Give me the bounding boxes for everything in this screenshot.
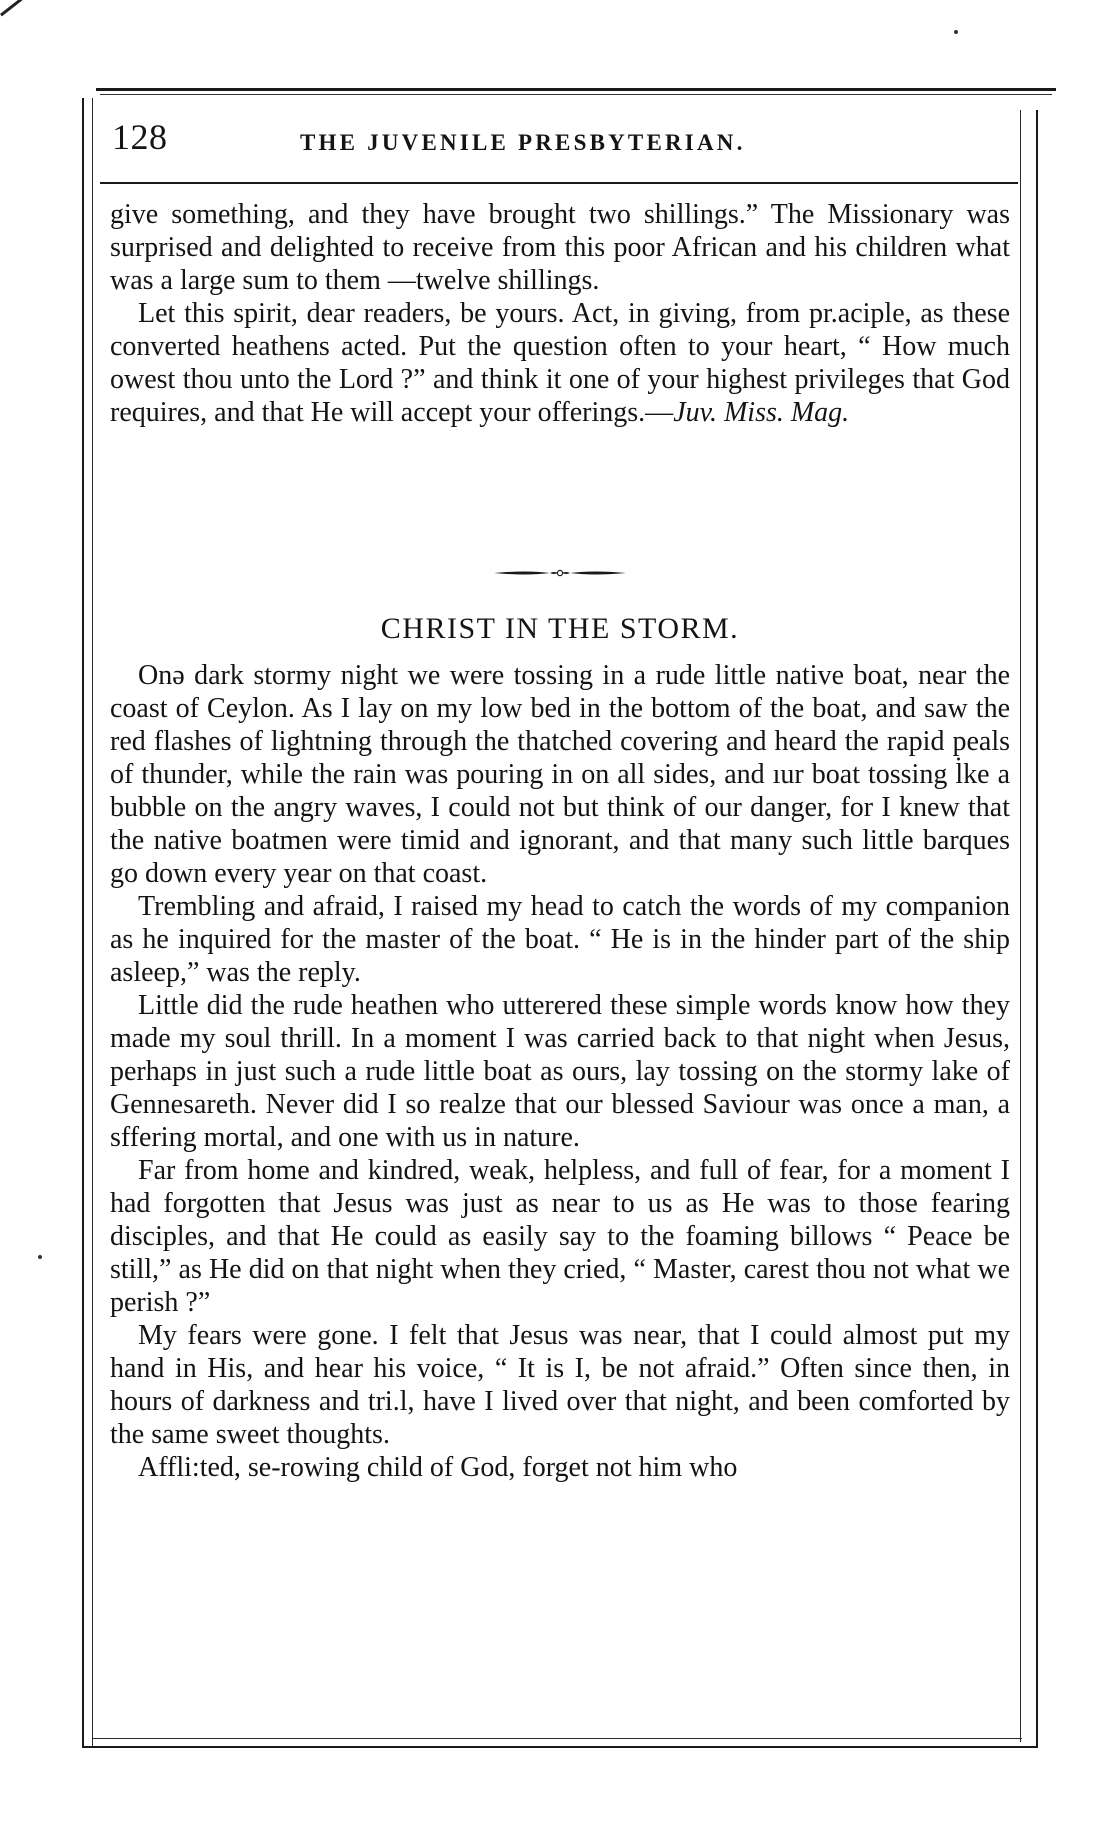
section-divider-ornament (492, 568, 628, 578)
article-paragraph: My fears were gone. I felt that Jesus was near, that I could almost put my hand in His, and hear his voice, “ It is I, be not afraid.” Often since then, in hours of darkness and tri.l, have I lived over that night, and been comforted by the same sweet thoughts. (110, 1320, 1010, 1450)
source-credit: Juv. Miss. Mag. (673, 397, 850, 428)
closing-paragraph-text: Let this spirit, dear readers, be yours. Act, in giving, from pr.aciple, as these converted heathens acted. Put the question often to your heart, “ How much owest thou unto the Lord ?” and think it one of your highest privileges that God requires, and that He will accept your offerings.— (110, 298, 1010, 428)
article-paragraph: Affli:ted, se-rowing child of God, forget not him who (138, 1452, 738, 1483)
page-frame-bottom (82, 1746, 1038, 1748)
article-paragraph: Little did the rude heathen who utterered these simple words know how they made my soul thrill. In a moment I was carried back to that night when Jesus, perhaps in just such a rude little boat as ours, lay tossing on the stormy lake of Gennesareth. Never did I so realze that our blessed Saviour was once a man, a sffering mortal, and one with us in nature. (110, 990, 1010, 1153)
ink-speck (38, 1255, 42, 1259)
previous-article-paragraph (110, 297, 1010, 429)
page-frame-top (96, 88, 1056, 91)
article-body (110, 659, 1010, 1484)
previous-article-paragraph: give something, and they have brought two shillings.” The Missionary was surprised and delighted to receive from this poor African and his children what was a large sum to them —twelve shillings. (110, 199, 1010, 296)
header-rule (100, 182, 1018, 184)
ink-speck (954, 30, 958, 34)
article-paragraph: Trembling and afraid, I raised my head to catch the words of my companion as he inquired for the master of the boat. “ He is in the hinder part of the ship asleep,” was the reply. (110, 891, 1010, 988)
page-frame-right (1036, 110, 1038, 1746)
article-paragraph: Onə dark stormy night we were tossing in a rude little native boat, near the coast of Ceylon. As I lay on my low bed in the bottom of the boat, and saw the red flashes of lightning through the thatched covering and heard the rapid peals of thunder, while the rain was pouring in on all sides, and ıur boat tossing l̇ke a bubble on the angry waves, I could not but think of our danger, for I knew that the native boatmen were timid and ignorant, and that many such little barques go down every year on that coast. (110, 660, 1010, 889)
corner-mark (0, 0, 22, 16)
page-number: 128 (112, 117, 168, 157)
page-frame-left-inner (92, 98, 93, 1746)
page-frame-right-inner (1020, 110, 1021, 1742)
page-frame-left (82, 98, 84, 1746)
article-title: CHRIST IN THE STORM. (380, 612, 740, 645)
page-frame-top-inner (100, 94, 1052, 95)
running-head: THE JUVENILE PRESBYTERIAN. (300, 130, 746, 155)
page-frame-bottom-inner (92, 1738, 1022, 1739)
previous-article-text (110, 198, 1010, 429)
article-paragraph: Far from home and kindred, weak, helpless, and full of fear, for a moment I had forgotten that Jesus was just as near to us as He was to those fearing disciples, and that He could as easily say to the foaming billows “ Peace be still,” as He did on that night when they cried, “ Master, carest thou not what we perish ?” (110, 1155, 1010, 1318)
